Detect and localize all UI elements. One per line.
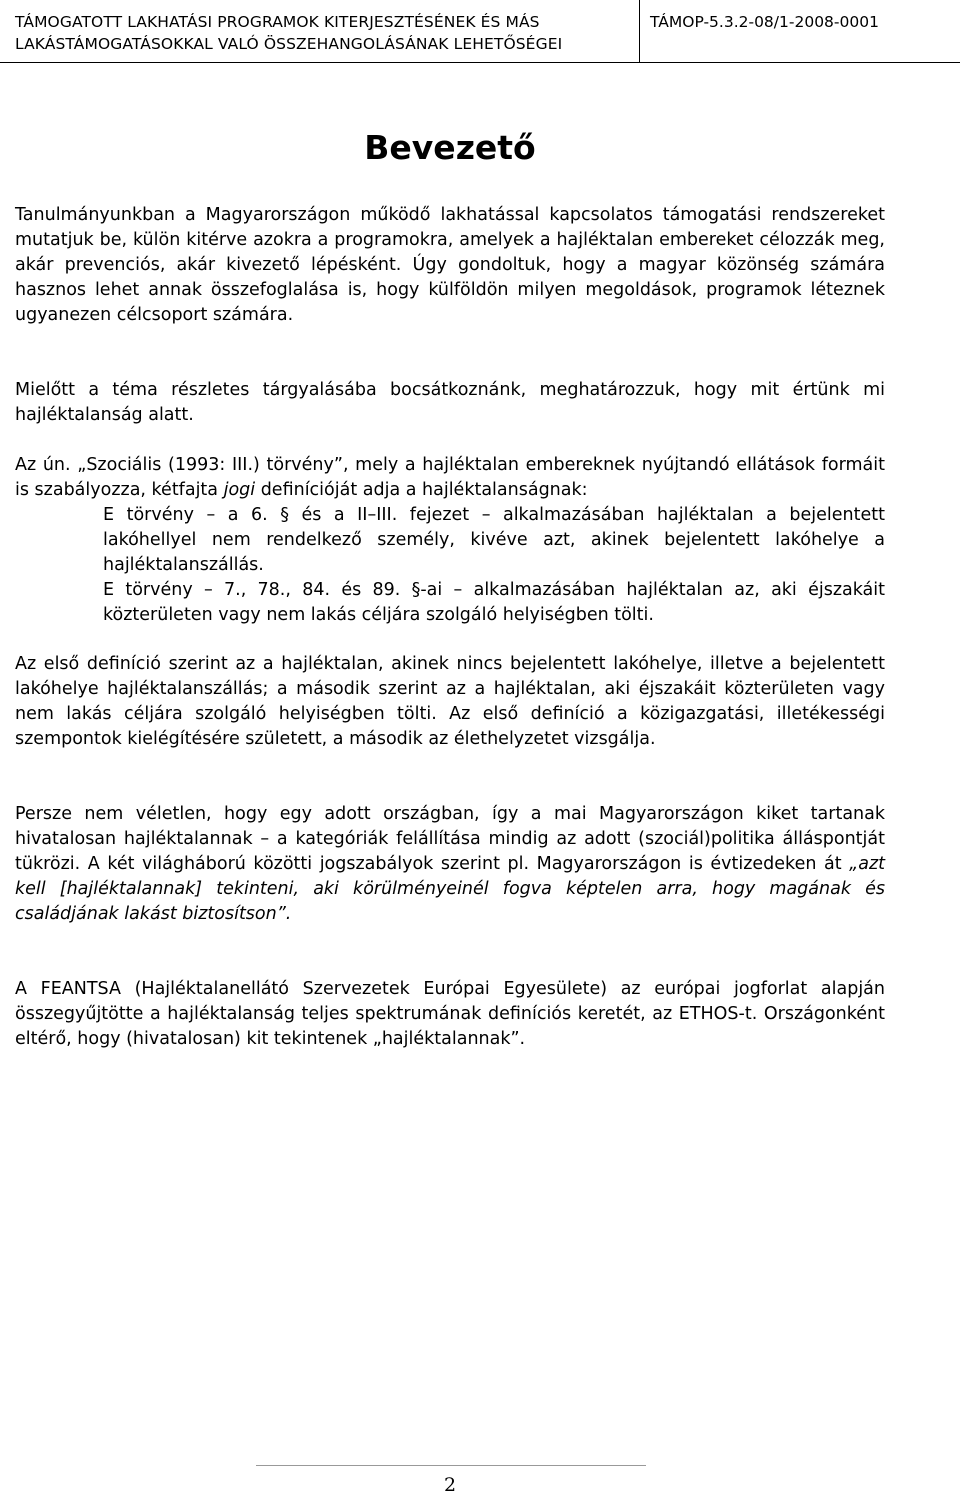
header-title-line2: LAKÁSTÁMOGATÁSOKKAL VALÓ ÖSSZEHANGOLÁSÁNAK LEHETŐSÉGEI bbox=[15, 35, 563, 53]
paragraph-feantsa: A FEANTSA (Hajléktalanellátó Szervezetek Európai Egyesülete) az európai jogforlat alapján összegyűjtötte a hajléktalanság teljes spektrumának definíciós keretét, az ETHOS-t. Országonként eltérő, hogy (hivatalosan) kit tekintenek „hajléktalannak”. bbox=[15, 979, 885, 1049]
project-code: TÁMOP-5.3.2-08/1-2008-0001 bbox=[650, 13, 879, 31]
header-divider bbox=[639, 0, 640, 62]
history-quote: „azt kell [hajléktalannak] tekinteni, aki körülményeinél fogva képtelen arra, hogy magának és családjának lakást biztosítson”. bbox=[15, 854, 885, 924]
page-title: Bevezető bbox=[364, 128, 536, 167]
page-header bbox=[0, 0, 960, 63]
law-text-italic: jogi bbox=[223, 480, 256, 500]
paragraph-comparison: Az első definíció szerint az a hajléktalan, akinek nincs bejelentett lakóhelye, illetve a bejelentett lakóhelye hajléktalanszállás; a második szerint az a hajléktalan, aki éjszakáit közterületen vagy nem lakás céljára szolgáló helyiségben tölti. Az első definíció a közigazgatási, illetékességi szempontok kielégítésére született, a második az élethelyzetet vizsgálja. bbox=[15, 654, 885, 749]
history-text: Persze nem véletlen, hogy egy adott országban, így a mai Magyarországon kiket tartanak hivatalosan hajléktalannak – a kategóriák felállítása mindig az adott (szociál)politika álláspontját tükrözi. A két világháború közötti jogszabályok szerint pl. Magyarországon is évtizedeken át bbox=[15, 804, 885, 874]
header-title-line1: TÁMOGATOTT LAKHATÁSI PROGRAMOK KITERJESZTÉSÉNEK ÉS MÁS bbox=[15, 13, 540, 31]
definition-item-2: E törvény – 7., 78., 84. és 89. §-ai – alkalmazásában hajléktalan az, aki éjszakáit közterületen vagy nem lakás céljára szolgáló helyiségben tölti. bbox=[103, 580, 885, 625]
law-text-end: definícióját adja a hajléktalanságnak: bbox=[255, 480, 588, 500]
paragraph-law bbox=[15, 453, 885, 503]
paragraph-definition-intro: Mielőtt a téma részletes tárgyalásába bocsátkoznánk, meghatározzuk, hogy mit értünk mi hajléktalanság alatt. bbox=[15, 380, 885, 425]
header-title bbox=[15, 11, 635, 55]
footer-divider bbox=[256, 1465, 646, 1466]
page-number: 2 bbox=[443, 1474, 457, 1496]
definition-item-1: E törvény – a 6. § és a II–III. fejezet – alkalmazásában hajléktalan a bejelentett lakóhellyel nem rendelkező személy, kivéve azt, akinek bejelentett lakóhelye a hajléktalanszállás. bbox=[103, 505, 885, 575]
paragraph-intro: Tanulmányunkban a Magyarországon működő lakhatással kapcsolatos támogatási rendszereket mutatjuk be, külön kitérve azokra a programokra, amelyek a hajléktalan embereket célozzák meg, akár prevenciós, akár kivezető lépésként. Úgy gondoltuk, hogy a magyar közönség számára hasznos lehet annak összefoglalása is, hogy külföldön milyen megoldások, programok léteznek ugyanezen célcsoport számára. bbox=[15, 205, 885, 325]
paragraph-history bbox=[15, 802, 885, 927]
law-text-start: Az ún. „Szociális (1993: III.) törvény”, mely a hajléktalan embereknek nyújtandó ellátások formáit is szabályozza, kétfajta bbox=[15, 455, 885, 500]
